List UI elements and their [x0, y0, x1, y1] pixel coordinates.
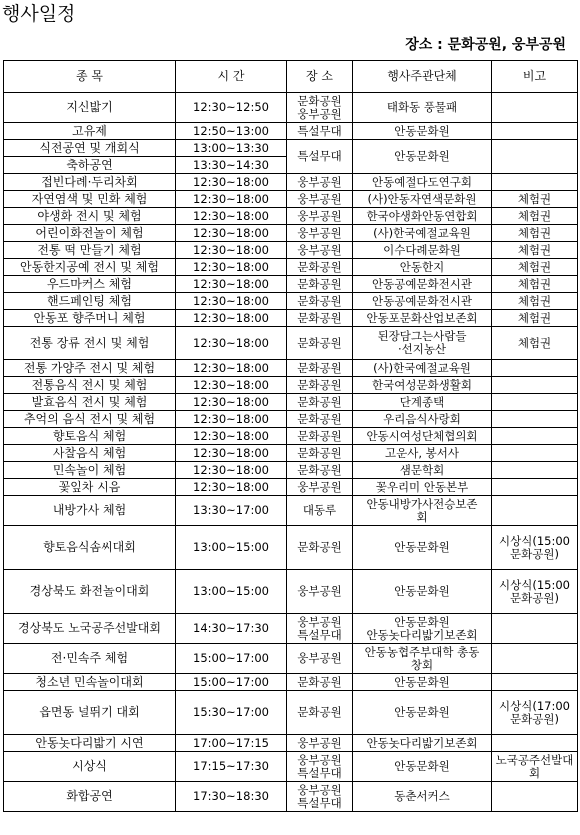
header-note: 비고	[492, 61, 578, 93]
cell-organizer: 안동한지	[353, 259, 492, 276]
cell-note	[492, 674, 578, 691]
cell-organizer: 안동문화원 안동놋다리밟기보존회	[353, 614, 492, 644]
cell-time: 12:30~18:00	[176, 327, 287, 360]
cell-program: 안동포 향주머니 체험	[4, 310, 176, 327]
table-row	[4, 479, 578, 496]
cell-organizer: 우리음식사랑회	[353, 411, 492, 428]
cell-program: 발효음식 전시 및 체험	[4, 394, 176, 411]
cell-organizer: 안동문화원	[353, 691, 492, 735]
cell-time: 13:00~13:30	[176, 140, 287, 157]
cell-time: 12:30~18:00	[176, 191, 287, 208]
cell-program: 청소년 민속놀이대회	[4, 674, 176, 691]
cell-organizer: 한국여성문화생활회	[353, 377, 492, 394]
cell-place: 웅부공원	[287, 191, 353, 208]
cell-organizer: 안동내방가사전승보존 회	[353, 496, 492, 526]
cell-place: 웅부공원	[287, 225, 353, 242]
cell-note	[492, 496, 578, 526]
cell-time: 12:30~18:00	[176, 208, 287, 225]
cell-place: 문화공원	[287, 327, 353, 360]
schedule-table	[3, 60, 578, 812]
cell-note	[492, 462, 578, 479]
cell-time: 12:30~18:00	[176, 428, 287, 445]
cell-place: 문화공원	[287, 411, 353, 428]
cell-time: 12:30~18:00	[176, 174, 287, 191]
cell-note: 체험권	[492, 191, 578, 208]
cell-organizer: 안동문화원	[353, 123, 492, 140]
cell-place: 문화공원	[287, 259, 353, 276]
cell-program: 접빈다례·두리차회	[4, 174, 176, 191]
cell-organizer: 태화동 풍물패	[353, 93, 492, 123]
cell-note: 시상식(15:00 문화공원)	[492, 570, 578, 614]
table-row	[4, 327, 578, 360]
cell-time: 12:30~18:00	[176, 462, 287, 479]
cell-program: 지신밟기	[4, 93, 176, 123]
table-row	[4, 191, 578, 208]
cell-place: 문화공원	[287, 276, 353, 293]
cell-program: 전통 떡 만들기 체험	[4, 242, 176, 259]
table-row	[4, 614, 578, 644]
cell-organizer: 안동문화원	[353, 570, 492, 614]
cell-program: 전통 장류 전시 및 체험	[4, 327, 176, 360]
cell-time: 12:30~18:00	[176, 259, 287, 276]
page-title: 행사일정	[2, 3, 76, 25]
cell-note	[492, 123, 578, 140]
cell-program: 전·민속주 체험	[4, 644, 176, 674]
cell-program: 식전공연 및 개회식	[4, 140, 176, 157]
cell-organizer: (사)한국예절교육원	[353, 225, 492, 242]
cell-program: 자연염색 및 민화 체험	[4, 191, 176, 208]
header-time: 시 간	[176, 61, 287, 93]
cell-place: 문화공원	[287, 293, 353, 310]
table-row	[4, 445, 578, 462]
cell-organizer: 안동문화원	[353, 674, 492, 691]
cell-note: 노국공주선발대회	[492, 752, 578, 782]
cell-place: 웅부공원	[287, 735, 353, 752]
table-row	[4, 496, 578, 526]
table-row	[4, 377, 578, 394]
cell-organizer: 단계종택	[353, 394, 492, 411]
cell-place: 문화공원	[287, 674, 353, 691]
cell-note	[492, 735, 578, 752]
cell-program: 꽃잎차 시음	[4, 479, 176, 496]
table-row	[4, 735, 578, 752]
cell-program: 화합공연	[4, 782, 176, 812]
table-row	[4, 428, 578, 445]
cell-note	[492, 174, 578, 191]
cell-place: 문화공원	[287, 462, 353, 479]
cell-place: 웅부공원 특설무대	[287, 752, 353, 782]
cell-note: 시상식(17:00 문화공원)	[492, 691, 578, 735]
cell-program: 안동한지공예 전시 및 체험	[4, 259, 176, 276]
table-row	[4, 225, 578, 242]
cell-organizer: 한국야생화안동연합회	[353, 208, 492, 225]
cell-time: 15:00~17:00	[176, 644, 287, 674]
cell-note	[492, 377, 578, 394]
table-row	[4, 526, 578, 570]
cell-organizer: 된장담그는사람들 ·선지농산	[353, 327, 492, 360]
cell-time: 12:30~18:00	[176, 411, 287, 428]
cell-note	[492, 479, 578, 496]
cell-note	[492, 782, 578, 812]
cell-organizer: 꽃우리미 안동본부	[353, 479, 492, 496]
cell-time: 12:30~18:00	[176, 445, 287, 462]
cell-organizer: 동춘서커스	[353, 782, 492, 812]
table-row	[4, 174, 578, 191]
cell-note	[492, 411, 578, 428]
cell-program: 경상북도 화전놀이대회	[4, 570, 176, 614]
cell-program: 야생화 전시 및 체험	[4, 208, 176, 225]
cell-program: 어린이화전놀이 체험	[4, 225, 176, 242]
cell-place: 문화공원	[287, 394, 353, 411]
cell-time: 12:30~18:00	[176, 377, 287, 394]
table-row	[4, 293, 578, 310]
cell-place: 웅부공원	[287, 208, 353, 225]
cell-place: 문화공원	[287, 377, 353, 394]
cell-time: 12:30~18:00	[176, 479, 287, 496]
cell-place: 문화공원 웅부공원	[287, 93, 353, 123]
table-row	[4, 310, 578, 327]
cell-program: 우드마커스 체험	[4, 276, 176, 293]
cell-note: 체험권	[492, 225, 578, 242]
cell-note	[492, 93, 578, 123]
cell-program: 내방가사 체험	[4, 496, 176, 526]
cell-organizer: 고운사, 봉서사	[353, 445, 492, 462]
cell-note: 시상식(15:00 문화공원)	[492, 526, 578, 570]
table-header-row	[4, 61, 578, 93]
cell-time: 13:30~14:30	[176, 157, 287, 174]
cell-time: 12:30~18:00	[176, 360, 287, 377]
cell-program: 고유제	[4, 123, 176, 140]
table-row	[4, 570, 578, 614]
cell-place: 웅부공원 특설무대	[287, 782, 353, 812]
cell-organizer: 안동예절다도연구회	[353, 174, 492, 191]
cell-place: 웅부공원	[287, 479, 353, 496]
cell-program: 시상식	[4, 752, 176, 782]
table-row	[4, 259, 578, 276]
cell-program: 전통 가양주 전시 및 체험	[4, 360, 176, 377]
cell-place: 문화공원	[287, 360, 353, 377]
table-row	[4, 411, 578, 428]
table-row	[4, 242, 578, 259]
cell-place: 특설무대	[287, 140, 353, 174]
cell-note: 체험권	[492, 259, 578, 276]
cell-note: 체험권	[492, 208, 578, 225]
table-row	[4, 394, 578, 411]
cell-organizer: 안동공예문화전시관	[353, 276, 492, 293]
cell-time: 14:30~17:30	[176, 614, 287, 644]
cell-note: 체험권	[492, 310, 578, 327]
cell-place: 문화공원	[287, 691, 353, 735]
table-row	[4, 360, 578, 377]
cell-organizer: 안동농협주부대학 총동 창회	[353, 644, 492, 674]
table-row	[4, 752, 578, 782]
cell-time: 17:15~17:30	[176, 752, 287, 782]
cell-time: 13:00~15:00	[176, 526, 287, 570]
table-row	[4, 782, 578, 812]
cell-note: 체험권	[492, 276, 578, 293]
header-place: 장 소	[287, 61, 353, 93]
cell-organizer: 안동문화원	[353, 140, 492, 174]
cell-time: 12:30~18:00	[176, 310, 287, 327]
cell-place: 웅부공원	[287, 570, 353, 614]
cell-place: 웅부공원	[287, 644, 353, 674]
cell-time: 12:30~18:00	[176, 394, 287, 411]
cell-program: 추억의 음식 전시 및 체험	[4, 411, 176, 428]
cell-note: 체험권	[492, 327, 578, 360]
table-row	[4, 674, 578, 691]
table-row	[4, 276, 578, 293]
cell-note	[492, 644, 578, 674]
cell-time: 13:00~15:00	[176, 570, 287, 614]
cell-note: 체험권	[492, 293, 578, 310]
cell-note	[492, 428, 578, 445]
cell-note	[492, 360, 578, 377]
cell-organizer: 안동문화원	[353, 752, 492, 782]
table-row	[4, 462, 578, 479]
cell-time: 12:30~18:00	[176, 242, 287, 259]
cell-organizer: 안동문화원	[353, 526, 492, 570]
cell-organizer: 안동공예문화전시관	[353, 293, 492, 310]
cell-time: 13:30~17:00	[176, 496, 287, 526]
cell-place: 문화공원	[287, 526, 353, 570]
cell-program: 읍면동 널뛰기 대회	[4, 691, 176, 735]
cell-time: 15:00~17:00	[176, 674, 287, 691]
cell-note	[492, 614, 578, 644]
cell-note	[492, 140, 578, 174]
cell-time: 12:30~18:00	[176, 225, 287, 242]
cell-organizer: 샘문학회	[353, 462, 492, 479]
cell-program: 민속놀이 체험	[4, 462, 176, 479]
table-row	[4, 208, 578, 225]
cell-place: 웅부공원	[287, 242, 353, 259]
table-row	[4, 140, 578, 157]
cell-place: 대동루	[287, 496, 353, 526]
cell-note	[492, 445, 578, 462]
cell-place: 문화공원	[287, 310, 353, 327]
cell-place: 문화공원	[287, 428, 353, 445]
cell-program: 전통음식 전시 및 체험	[4, 377, 176, 394]
cell-program: 경상북도 노국공주선발대회	[4, 614, 176, 644]
cell-program: 축하공연	[4, 157, 176, 174]
cell-time: 17:30~18:30	[176, 782, 287, 812]
table-row	[4, 123, 578, 140]
cell-program: 핸드페인팅 체험	[4, 293, 176, 310]
cell-program: 향토음식솜씨대회	[4, 526, 176, 570]
header-program: 종 목	[4, 61, 176, 93]
cell-time: 17:00~17:15	[176, 735, 287, 752]
cell-organizer: 안동포문화산업보존회	[353, 310, 492, 327]
cell-place: 문화공원	[287, 445, 353, 462]
cell-organizer: 안동놋다리밟기보존회	[353, 735, 492, 752]
cell-note	[492, 394, 578, 411]
cell-place: 웅부공원 특설무대	[287, 614, 353, 644]
cell-time: 15:30~17:00	[176, 691, 287, 735]
cell-organizer: 이수다례문화원	[353, 242, 492, 259]
cell-program: 향토음식 체험	[4, 428, 176, 445]
cell-organizer: (사)안동자연색문화원	[353, 191, 492, 208]
cell-program: 안동놋다리밟기 시연	[4, 735, 176, 752]
cell-time: 12:50~13:00	[176, 123, 287, 140]
table-row	[4, 93, 578, 123]
cell-place: 특설무대	[287, 123, 353, 140]
cell-organizer: 안동시여성단체협의회	[353, 428, 492, 445]
header-organizer: 행사주관단체	[353, 61, 492, 93]
table-row	[4, 691, 578, 735]
cell-organizer: (사)한국예절교육원	[353, 360, 492, 377]
venue-line: 장소 : 문화공원, 웅부공원	[405, 37, 566, 53]
table-body	[4, 93, 578, 812]
cell-time: 12:30~18:00	[176, 276, 287, 293]
cell-program: 사찰음식 체험	[4, 445, 176, 462]
cell-time: 12:30~18:00	[176, 293, 287, 310]
table-row	[4, 644, 578, 674]
cell-time: 12:30~12:50	[176, 93, 287, 123]
cell-note: 체험권	[492, 242, 578, 259]
cell-place: 웅부공원	[287, 174, 353, 191]
